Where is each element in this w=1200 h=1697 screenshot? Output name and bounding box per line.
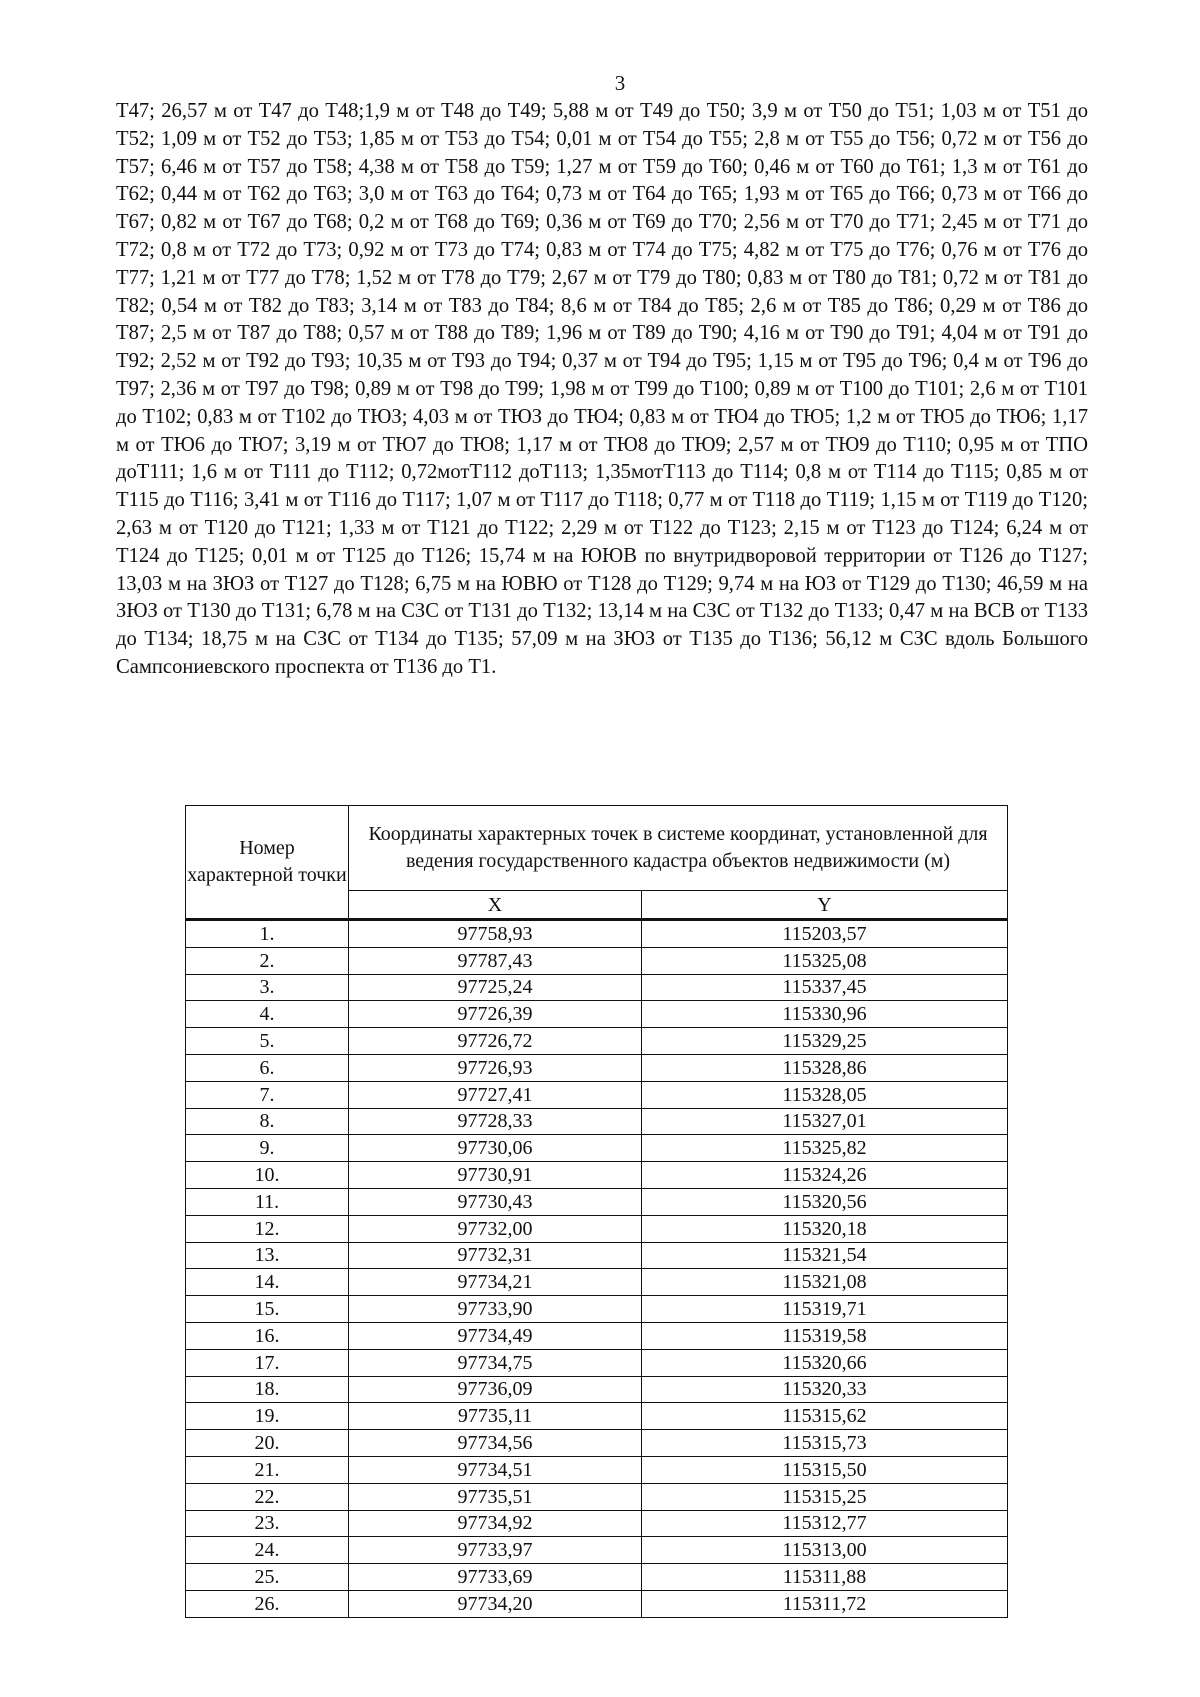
cell-x: 97730,91 <box>349 1162 642 1189</box>
table-row <box>186 1001 1008 1028</box>
table-row <box>186 1135 1008 1162</box>
table-row <box>186 1081 1008 1108</box>
cell-y: 115319,71 <box>642 1296 1008 1323</box>
table-row <box>186 1054 1008 1081</box>
cell-x: 97732,00 <box>349 1215 642 1242</box>
cell-x: 97728,33 <box>349 1108 642 1135</box>
cell-point-number: 13. <box>186 1242 349 1269</box>
cell-x: 97730,43 <box>349 1188 642 1215</box>
cell-y: 115328,86 <box>642 1054 1008 1081</box>
cell-y: 115337,45 <box>642 974 1008 1001</box>
table-row <box>186 1188 1008 1215</box>
cell-y: 115325,08 <box>642 947 1008 974</box>
header-x: X <box>349 891 642 920</box>
cell-y: 115327,01 <box>642 1108 1008 1135</box>
cell-y: 115325,82 <box>642 1135 1008 1162</box>
table-row <box>186 1322 1008 1349</box>
table-row <box>186 1403 1008 1430</box>
cell-x: 97734,56 <box>349 1430 642 1457</box>
cell-point-number: 17. <box>186 1349 349 1376</box>
cell-y: 115319,58 <box>642 1322 1008 1349</box>
cell-x: 97736,09 <box>349 1376 642 1403</box>
table-row <box>186 920 1008 948</box>
table-row <box>186 1456 1008 1483</box>
cell-y: 115330,96 <box>642 1001 1008 1028</box>
cell-x: 97787,43 <box>349 947 642 974</box>
cell-point-number: 11. <box>186 1188 349 1215</box>
cell-point-number: 19. <box>186 1403 349 1430</box>
cell-point-number: 10. <box>186 1162 349 1189</box>
table-row <box>186 974 1008 1001</box>
table-row <box>186 1537 1008 1564</box>
table-row <box>186 1376 1008 1403</box>
cell-x: 97733,97 <box>349 1537 642 1564</box>
page-number: 3 <box>614 71 626 95</box>
table-row <box>186 1108 1008 1135</box>
table-row <box>186 1483 1008 1510</box>
cell-point-number: 9. <box>186 1135 349 1162</box>
cell-y: 115320,18 <box>642 1215 1008 1242</box>
cell-point-number: 24. <box>186 1537 349 1564</box>
header-point-number: Номер характерной точки <box>186 806 349 920</box>
cell-point-number: 1. <box>186 920 349 948</box>
cell-point-number: 2. <box>186 947 349 974</box>
cell-x: 97726,72 <box>349 1028 642 1055</box>
cell-y: 115321,08 <box>642 1269 1008 1296</box>
table-row <box>186 1590 1008 1617</box>
cell-y: 115315,62 <box>642 1403 1008 1430</box>
coordinates-table-body <box>186 920 1008 1618</box>
cell-point-number: 12. <box>186 1215 349 1242</box>
cell-x: 97726,39 <box>349 1001 642 1028</box>
cell-point-number: 16. <box>186 1322 349 1349</box>
cell-y: 115321,54 <box>642 1242 1008 1269</box>
cell-point-number: 3. <box>186 974 349 1001</box>
cell-x: 97758,93 <box>349 920 642 948</box>
cell-x: 97726,93 <box>349 1054 642 1081</box>
cell-point-number: 22. <box>186 1483 349 1510</box>
table-row <box>186 1269 1008 1296</box>
cell-y: 115315,73 <box>642 1430 1008 1457</box>
coordinates-table <box>185 805 1008 1618</box>
cell-y: 115311,72 <box>642 1590 1008 1617</box>
cell-y: 115203,57 <box>642 920 1008 948</box>
cell-point-number: 26. <box>186 1590 349 1617</box>
cell-x: 97735,51 <box>349 1483 642 1510</box>
cell-x: 97725,24 <box>349 974 642 1001</box>
table-row <box>186 947 1008 974</box>
cell-point-number: 4. <box>186 1001 349 1028</box>
table-row <box>186 1242 1008 1269</box>
cell-y: 115320,66 <box>642 1349 1008 1376</box>
cell-y: 115320,56 <box>642 1188 1008 1215</box>
table-row <box>186 1296 1008 1323</box>
cell-x: 97734,49 <box>349 1322 642 1349</box>
cell-y: 115312,77 <box>642 1510 1008 1537</box>
cell-y: 115315,25 <box>642 1483 1008 1510</box>
cell-x: 97727,41 <box>349 1081 642 1108</box>
cell-y: 115329,25 <box>642 1028 1008 1055</box>
header-y: Y <box>642 891 1008 920</box>
cell-point-number: 25. <box>186 1564 349 1591</box>
cell-y: 115324,26 <box>642 1162 1008 1189</box>
cell-x: 97733,69 <box>349 1564 642 1591</box>
cell-y: 115315,50 <box>642 1456 1008 1483</box>
table-row <box>186 1430 1008 1457</box>
cell-point-number: 15. <box>186 1296 349 1323</box>
cell-x: 97734,75 <box>349 1349 642 1376</box>
cell-x: 97734,20 <box>349 1590 642 1617</box>
cell-point-number: 5. <box>186 1028 349 1055</box>
cell-x: 97733,90 <box>349 1296 642 1323</box>
cell-y: 115328,05 <box>642 1081 1008 1108</box>
cell-point-number: 23. <box>186 1510 349 1537</box>
table-row <box>186 1028 1008 1055</box>
cell-point-number: 21. <box>186 1456 349 1483</box>
cell-y: 115320,33 <box>642 1376 1008 1403</box>
cell-point-number: 6. <box>186 1054 349 1081</box>
table-row <box>186 1162 1008 1189</box>
cell-y: 115313,00 <box>642 1537 1008 1564</box>
table-row <box>186 1215 1008 1242</box>
cell-x: 97730,06 <box>349 1135 642 1162</box>
cell-x: 97735,11 <box>349 1403 642 1430</box>
header-coordinates: Координаты характерных точек в системе координат, установленной для ведения государственного кадастра объектов недвижимости (м) <box>349 806 1008 891</box>
table-row <box>186 1510 1008 1537</box>
table-row <box>186 1349 1008 1376</box>
table-row <box>186 1564 1008 1591</box>
cell-x: 97734,51 <box>349 1456 642 1483</box>
cell-x: 97734,21 <box>349 1269 642 1296</box>
cell-y: 115311,88 <box>642 1564 1008 1591</box>
cell-point-number: 18. <box>186 1376 349 1403</box>
cell-point-number: 7. <box>186 1081 349 1108</box>
boundary-description-paragraph: Т47; 26,57 м от Т47 до Т48;1,9 м от Т48 до Т49; 5,88 м от Т49 до Т50; 3,9 м от Т50 до Т51; 1,03 м от Т51 до Т52; 1,09 м от Т52 до Т53; 1,85 м от Т53 до Т54; 0,01 м от Т54 до Т55; 2,8 м от Т55 до Т56; 0,72 м от Т56 до Т57; 6,46 м от Т57 до Т58; 4,38 м от Т58 до Т59; 1,27 м от Т59 до Т60; 0,46 м от Т60 до Т61; 1,3 м от Т61 до Т62; 0,44 м от Т62 до Т63; 3,0 м от Т63 до Т64; 0,73 м от Т64 до Т65; 1,93 м от Т65 до Т66; 0,73 м от Т66 до Т67; 0,82 м от Т67 до Т68; 0,2 м от Т68 до Т69; 0,36 м от Т69 до Т70; 2,56 м от Т70 до Т71; 2,45 м от Т71 до Т72; 0,8 м от Т72 до Т73; 0,92 м от Т73 до Т74; 0,83 м от Т74 до Т75; 4,82 м от Т75 до Т76; 0,76 м от Т76 до Т77; 1,21 м от Т77 до Т78; 1,52 м от Т78 до Т79; 2,67 м от Т79 до Т80; 0,83 м от Т80 до Т81; 0,72 м от Т81 до Т82; 0,54 м от Т82 до Т83; 3,14 м от Т83 до Т84; 8,6 м от Т84 до Т85; 2,6 м от Т85 до Т86; 0,29 м от Т86 до Т87; 2,5 м от Т87 до Т88; 0,57 м от Т88 до Т89; 1,96 м от Т89 до Т90; 4,16 м от Т90 до Т91; 4,04 м от Т91 до Т92; 2,52 м от Т92 до Т93; 10,35 м от Т93 до Т94; 0,37 м от Т94 до Т95; 1,15 м от Т95 до Т96; 0,4 м от Т96 до Т97; 2,36 м от Т97 до Т98; 0,89 м от Т98 до Т99; 1,98 м от Т99 до Т100; 0,89 м от Т100 до Т101; 2,6 м от Т101 до Т102; 0,83 м от Т102 до ТЮЗ; 4,03 м от ТЮЗ до ТЮ4; 0,83 м от ТЮ4 до ТЮ5; 1,2 м от ТЮ5 до ТЮ6; 1,17 м от ТЮ6 до ТЮ7; 3,19 м от ТЮ7 до ТЮ8; 1,17 м от ТЮ8 до ТЮ9; 2,57 м от ТЮ9 до Т110; 0,95 м от ТПО доТ111; 1,6 м от Т111 до Т112; 0,72мотТ112 доТ113; 1,35мотТ113 до Т114; 0,8 м от Т114 до Т115; 0,85 м от Т115 до Т116; 3,41 м от Т116 до Т117; 1,07 м от Т117 до Т118; 0,77 м от Т118 до Т119; 1,15 м от Т119 до Т120; 2,63 м от Т120 до Т121; 1,33 м от Т121 до Т122; 2,29 м от Т122 до Т123; 2,15 м от Т123 до Т124; 6,24 м от Т124 до Т125; 0,01 м от Т125 до Т126; 15,74 м на ЮЮВ по внутридворовой территории от Т126 до Т127; 13,03 м на ЗЮЗ от Т127 до Т128; 6,75 м на ЮВЮ от Т128 до Т129; 9,74 м на ЮЗ от Т129 до Т130; 46,59 м на ЗЮЗ от Т130 до Т131; 6,78 м на СЗС от Т131 до Т132; 13,14 м на СЗС от Т132 до Т133; 0,47 м на ВСВ от Т133 до Т134; 18,75 м на СЗС от Т134 до Т135; 57,09 м на ЗЮЗ от Т135 до Т136; 56,12 м СЗС вдоль Большого Сампсониевского проспекта от Т136 до Т1. <box>116 100 1088 678</box>
cell-point-number: 20. <box>186 1430 349 1457</box>
cell-point-number: 8. <box>186 1108 349 1135</box>
cell-x: 97732,31 <box>349 1242 642 1269</box>
cell-point-number: 14. <box>186 1269 349 1296</box>
cell-x: 97734,92 <box>349 1510 642 1537</box>
